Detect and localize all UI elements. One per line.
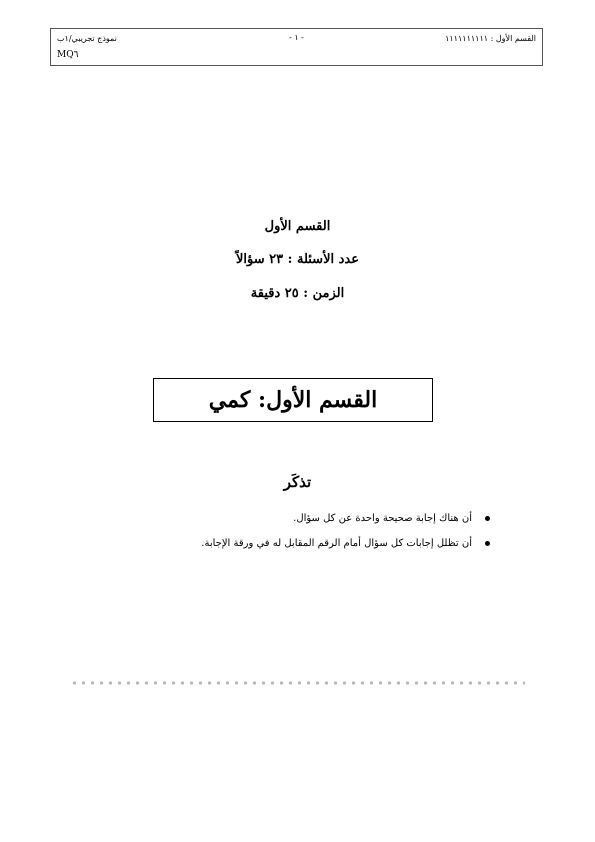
instruction-text: أن هناك إجابة صحيحة واحدة عن كل سؤال. xyxy=(293,513,472,524)
section-banner xyxy=(153,378,433,422)
header-model-code: MQ٦ xyxy=(57,50,79,60)
bullet-icon xyxy=(485,516,490,521)
list-item xyxy=(90,537,490,551)
section-banner-label: القسم الأول: كمي xyxy=(208,387,378,413)
bullet-icon xyxy=(485,541,490,546)
instructions-list xyxy=(90,512,490,562)
header-form-name: نموذج تجريبي/١ب xyxy=(57,34,117,43)
remember-heading: تذكَر xyxy=(283,473,312,491)
header-page-number: - ١ - xyxy=(289,33,304,42)
time-limit: الزمن : ٢٥ دقيقة xyxy=(250,286,345,301)
section-title: القسم الأول xyxy=(264,219,331,234)
list-item xyxy=(90,512,490,526)
instruction-text: أن تظلل إجابات كل سؤال أمام الرقم المقابل له في ورقة الإجابة. xyxy=(201,538,472,549)
page-header xyxy=(50,28,543,66)
question-count: عدد الأسئلة : ٢٣ سؤالاً xyxy=(235,252,359,267)
header-section-code: القسم الأول : ١١١١١١١١١١ xyxy=(445,34,536,43)
dotted-divider xyxy=(70,680,525,686)
